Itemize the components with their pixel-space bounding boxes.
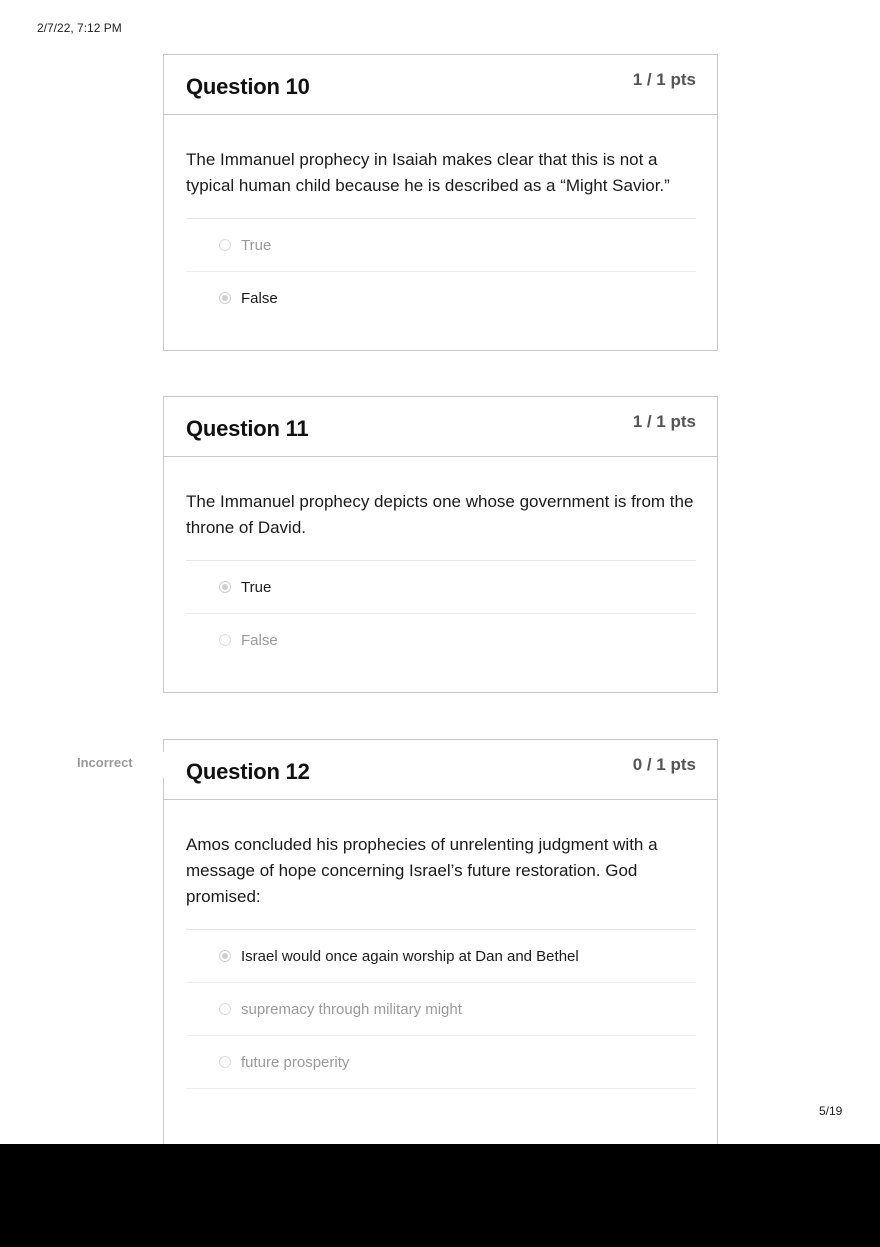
- question-card-10: [163, 54, 718, 351]
- answer-label: False: [241, 289, 278, 307]
- question-card-11: [163, 396, 718, 693]
- answer-list: [186, 218, 696, 324]
- question-text: The Immanuel prophecy depicts one whose government is from the throne of David.: [186, 492, 694, 537]
- question-title: Question 12: [186, 759, 310, 784]
- radio-checked-icon[interactable]: [219, 581, 231, 593]
- question-body: [164, 115, 717, 324]
- question-text: The Immanuel prophecy in Isaiah makes clear that this is not a typical human child because he is described as a “Might Savior.”: [186, 150, 670, 195]
- question-header: [164, 740, 717, 800]
- page-number: 5/19: [819, 1104, 843, 1118]
- answer-option[interactable]: [186, 930, 696, 983]
- answer-label: future prosperity: [241, 1053, 350, 1071]
- answer-label: False: [241, 631, 278, 649]
- answer-option[interactable]: [186, 1036, 696, 1089]
- answer-option[interactable]: [186, 561, 696, 614]
- question-text: Amos concluded his prophecies of unrelenting judgment with a message of hope concerning Israel’s future restoration. God promised:: [186, 835, 658, 906]
- question-header: [164, 397, 717, 457]
- question-body: [164, 457, 717, 666]
- answer-label: supremacy through military might: [241, 1000, 462, 1018]
- question-header: [164, 55, 717, 115]
- incorrect-badge: Incorrect: [77, 755, 133, 770]
- radio-unchecked-icon[interactable]: [219, 1056, 231, 1068]
- incorrect-indicator-gap: [158, 752, 166, 778]
- question-body: [164, 800, 717, 1089]
- question-title: Question 11: [186, 416, 309, 441]
- question-points: 1 / 1 pts: [632, 412, 696, 431]
- answer-label: True: [241, 578, 272, 596]
- answer-label: Israel would once again worship at Dan and Bethel: [241, 947, 579, 965]
- question-title: Question 10: [186, 74, 310, 99]
- radio-unchecked-icon[interactable]: [219, 239, 231, 251]
- answer-option[interactable]: [186, 219, 696, 272]
- radio-checked-icon[interactable]: [219, 950, 231, 962]
- question-points: 0 / 1 pts: [632, 755, 696, 774]
- question-points: 1 / 1 pts: [632, 70, 696, 89]
- answer-option[interactable]: [186, 272, 696, 324]
- answer-list: [186, 560, 696, 666]
- answer-list: [186, 929, 696, 1089]
- radio-checked-icon[interactable]: [219, 292, 231, 304]
- answer-option[interactable]: [186, 614, 696, 666]
- question-card-12: [163, 739, 718, 1144]
- radio-unchecked-icon[interactable]: [219, 1003, 231, 1015]
- answer-label: True: [241, 236, 272, 254]
- answer-option[interactable]: [186, 983, 696, 1036]
- radio-unchecked-icon[interactable]: [219, 634, 231, 646]
- print-timestamp: 2/7/22, 7:12 PM: [37, 21, 122, 35]
